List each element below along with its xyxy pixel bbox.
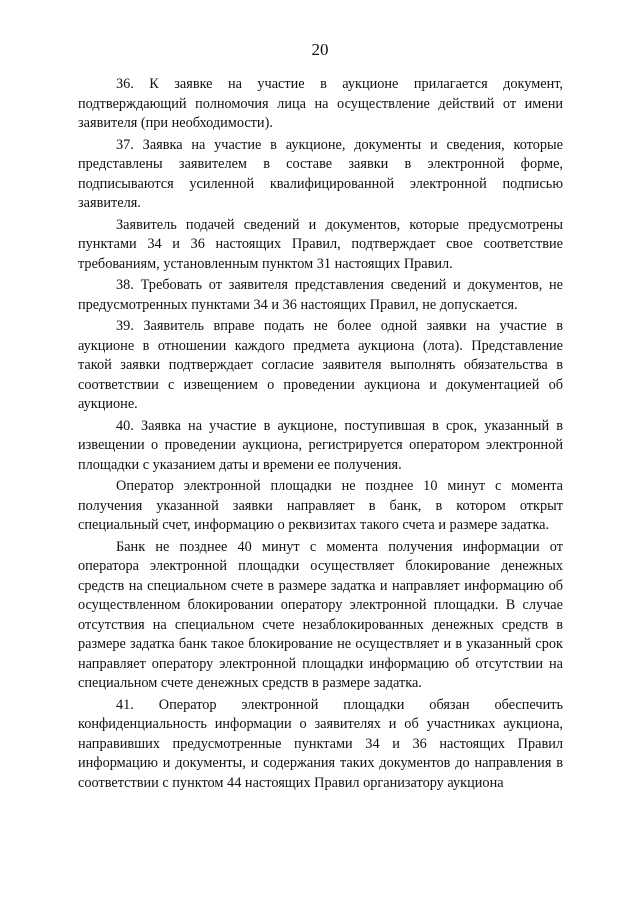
document-body	[78, 75, 563, 795]
paragraph-40-operator: Оператор электронной площадки не позднее 10 минут с момента получения указанной заявки направляет в банк, в котором открыт специальный счет, информацию о реквизитах такого счета и размере задатка.	[78, 478, 563, 533]
paragraph-38: 38. Требовать от заявителя представления сведений и документов, не предусмотренных пунктами 34 и 36 настоящих Правил, не допускается.	[78, 277, 563, 313]
paragraph-40-bank: Банк не позднее 40 минут с момента получения информации от оператора электронной площадки осуществляет блокирование денежных средств на специальном счете в размере задатка и направляет информацию об осуществленном блокировании оператору электронной площадки. В случае отсутствия на специальном счете незаблокированных денежных средств в размере задатка банк такое блокирование не осуществляет и в указанный срок направляет оператору электронной площадки информацию об отсутствии на специальном счете денежных средств в размере задатка.	[78, 538, 563, 691]
paragraph-41: 41. Оператор электронной площадки обязан обеспечить конфиденциальность информации о заявителях и об участниках аукциона, направивших предусмотренные пунктами 34 и 36 настоящих Правил информацию и документы, и содержания таких документов до направления в соответствии с пунктом 44 настоящих Правил организатору аукциона	[78, 696, 563, 791]
page-number: 20	[311, 40, 329, 59]
paragraph-36: 36. К заявке на участие в аукционе прилагается документ, подтверждающий полномочия лица на осуществление действий от имени заявителя (при необходимости).	[78, 76, 563, 131]
paragraph-37: 37. Заявка на участие в аукционе, документы и сведения, которые представлены заявителем в составе заявки в электронной форме, подписываются усиленной квалифицированной электронной подписью заявителя.	[78, 136, 563, 211]
paragraph-40: 40. Заявка на участие в аукционе, поступившая в срок, указанный в извещении о проведении аукциона, регистрируется оператором электронной площадки с указанием даты и времени ее получения.	[78, 417, 563, 473]
paragraph-39: 39. Заявитель вправе подать не более одной заявки на участие в аукционе в отношении каждого предмета аукциона (лота). Представление такой заявки подтверждает согласие заявителя выполнять обязательства в соответствии с извещением о проведении аукциона и документацией об аукционе.	[78, 318, 563, 412]
paragraph-37-continued: Заявитель подачей сведений и документов, которые предусмотрены пунктами 34 и 36 настоящих Правил, подтверждает свое соответствие требованиям, установленным пунктом 31 настоящих Правил.	[78, 216, 563, 272]
